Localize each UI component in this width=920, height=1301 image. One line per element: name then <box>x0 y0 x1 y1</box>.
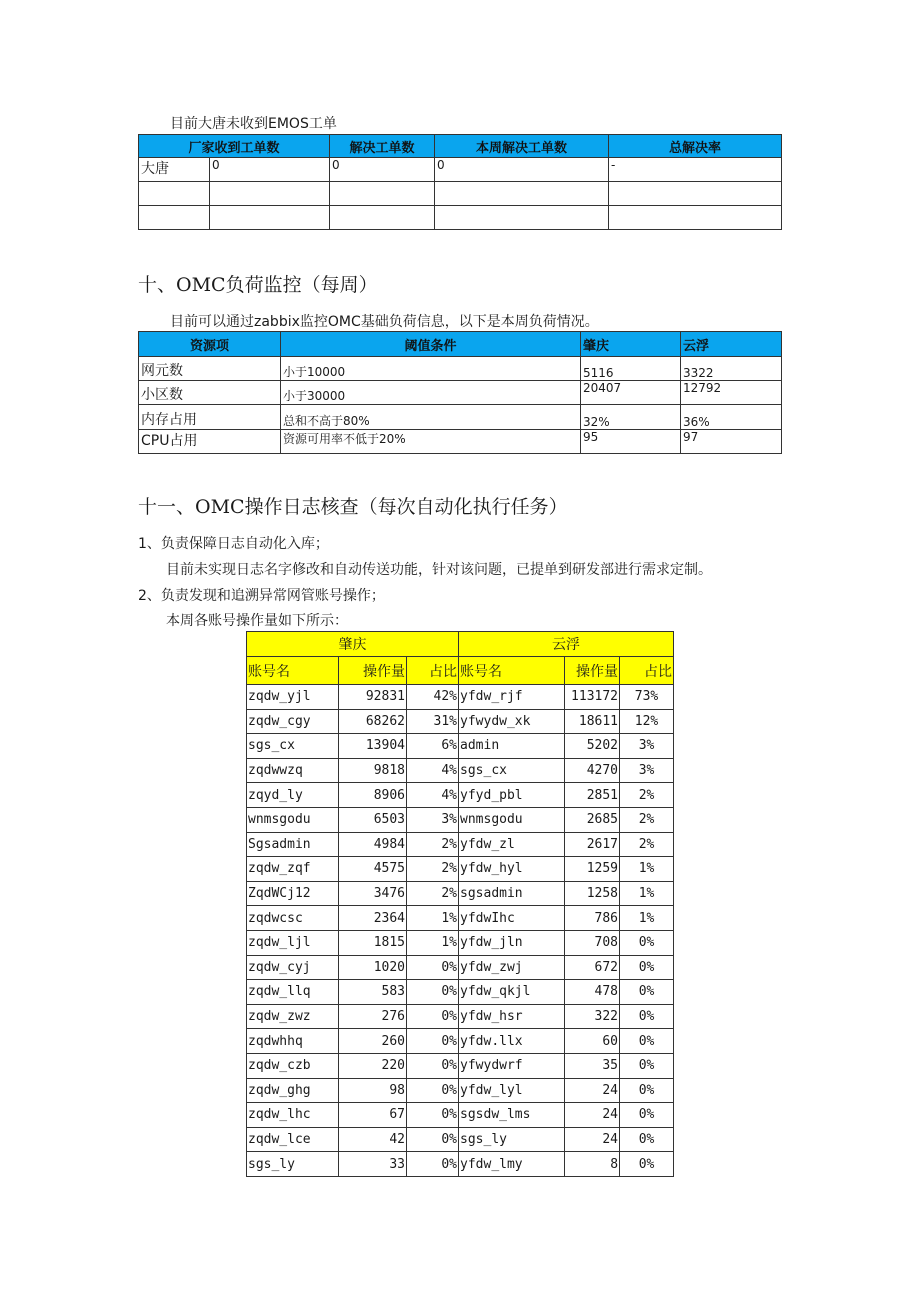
table-row <box>139 182 782 206</box>
section-11-title: 十一、OMC操作日志核查（每次自动化执行任务） <box>138 496 568 518</box>
table-row <box>247 734 674 759</box>
table-cell: 6% <box>407 734 459 759</box>
table-cell: 2685 <box>565 807 620 832</box>
table-cell: 0% <box>620 1078 674 1103</box>
table-cell <box>330 182 435 206</box>
table-cell: zqdw_llq <box>247 980 339 1005</box>
table-cell: 2% <box>620 783 674 808</box>
table-row <box>139 357 782 381</box>
table-cell: yfdw.llx <box>459 1029 565 1054</box>
table-row <box>247 1103 674 1128</box>
table-cell: 0% <box>407 955 459 980</box>
table-cell: 0% <box>620 930 674 955</box>
table-cell: yfdwIhc <box>459 906 565 931</box>
table-cell: Sgsadmin <box>247 832 339 857</box>
header-cell: 占比 <box>620 657 674 685</box>
table-cell: 35 <box>565 1053 620 1078</box>
table-cell: 1258 <box>565 881 620 906</box>
header-cell: 账号名 <box>247 657 339 685</box>
table-cell: 网元数 <box>139 357 281 381</box>
table-cell: 0% <box>407 980 459 1005</box>
table-cell: 24 <box>565 1103 620 1128</box>
table-cell: 3476 <box>339 881 407 906</box>
table-cell: 478 <box>565 980 620 1005</box>
table-cell: 220 <box>339 1053 407 1078</box>
table-cell: 0 <box>435 158 609 182</box>
table-cell: CPU占用 <box>139 430 281 454</box>
table-cell: 总和不高于80% <box>281 405 581 430</box>
table-cell: zqdw_lhc <box>247 1103 339 1128</box>
table-row <box>247 1004 674 1029</box>
table-cell: sgs_cx <box>459 758 565 783</box>
table-cell: 0% <box>620 1152 674 1177</box>
table-cell: 60 <box>565 1029 620 1054</box>
table-cell: 2617 <box>565 832 620 857</box>
table-cell: 1% <box>620 906 674 931</box>
table-cell: 0% <box>407 1152 459 1177</box>
table-cell: 小于10000 <box>281 357 581 381</box>
table-cell: yfyd_pbl <box>459 783 565 808</box>
table-cell: zqdwhhq <box>247 1029 339 1054</box>
table-cell: yfwydw_xk <box>459 709 565 734</box>
section-10-title: 十、OMC负荷监控（每周） <box>138 274 378 296</box>
table-cell: zqdwwzq <box>247 758 339 783</box>
table-cell: 资源可用率不低于20% <box>281 430 581 454</box>
table-cell: 0% <box>407 1004 459 1029</box>
header-cell: 本周解决工单数 <box>435 135 609 158</box>
table-cell: zqdw_yjl <box>247 685 339 710</box>
table-cell: 73% <box>620 685 674 710</box>
table-cell: zqdwcsc <box>247 906 339 931</box>
table-cell: 67 <box>339 1103 407 1128</box>
table-cell: 0% <box>620 1053 674 1078</box>
table-cell: 12792 <box>681 381 782 405</box>
table-cell <box>139 182 210 206</box>
table-cell: 内存占用 <box>139 405 281 430</box>
table-cell: 0 <box>330 158 435 182</box>
table-cell: 2% <box>407 832 459 857</box>
table-cell: yfdw_hyl <box>459 857 565 882</box>
table-row <box>247 857 674 882</box>
table-cell: 3% <box>620 758 674 783</box>
table-cell: 小区数 <box>139 381 281 405</box>
table-cell: sgs_ly <box>459 1127 565 1152</box>
item-2-detail: 本周各账号操作量如下所示： <box>166 613 348 629</box>
table-cell: 0% <box>620 980 674 1005</box>
table-cell: 0% <box>407 1078 459 1103</box>
table-cell: 92831 <box>339 685 407 710</box>
table-cell: 260 <box>339 1029 407 1054</box>
account-ops-body <box>247 685 674 1177</box>
table-cell: 2364 <box>339 906 407 931</box>
table-row <box>247 881 674 906</box>
table-cell: yfwydwrf <box>459 1053 565 1078</box>
column-header-row <box>247 657 674 685</box>
table-cell: 786 <box>565 906 620 931</box>
table-cell: zqdw_ghg <box>247 1078 339 1103</box>
table-row <box>247 807 674 832</box>
table-row <box>247 685 674 710</box>
header-cell: 云浮 <box>681 332 782 357</box>
table-cell: sgsadmin <box>459 881 565 906</box>
table-cell: yfdw_zl <box>459 832 565 857</box>
table-cell: wnmsgodu <box>459 807 565 832</box>
emos-note: 目前大唐未收到EMOS工单 <box>170 116 337 132</box>
table-cell: 672 <box>565 955 620 980</box>
table-cell: 0% <box>407 1053 459 1078</box>
table-cell: 276 <box>339 1004 407 1029</box>
table-row <box>247 709 674 734</box>
table-cell: 97 <box>681 430 782 454</box>
table-cell: zqyd_ly <box>247 783 339 808</box>
table-cell: yfdw_lmy <box>459 1152 565 1177</box>
table-cell: zqdw_czb <box>247 1053 339 1078</box>
item-1: 1、负责保障日志自动化入库； <box>138 536 329 552</box>
table-cell: 2% <box>620 832 674 857</box>
table-cell: 3% <box>407 807 459 832</box>
table-cell: 9818 <box>339 758 407 783</box>
table-header-row <box>139 332 782 357</box>
table-cell: 0% <box>620 1127 674 1152</box>
table-cell: zqdw_cyj <box>247 955 339 980</box>
table-cell: zqdw_zqf <box>247 857 339 882</box>
header-cell: 操作量 <box>339 657 407 685</box>
table-cell: yfdw_hsr <box>459 1004 565 1029</box>
table-header-row <box>139 135 782 158</box>
item-2: 2、负责发现和追溯异常网管账号操作； <box>138 588 385 604</box>
group-header-row <box>247 632 674 657</box>
table-row <box>247 1152 674 1177</box>
table-cell: 2% <box>620 807 674 832</box>
header-cell: 厂家收到工单数 <box>139 135 330 158</box>
item-1-detail: 目前未实现日志名字修改和自动传送功能，针对该问题，已提单到研发部进行需求定制。 <box>166 562 712 578</box>
table-cell: 42% <box>407 685 459 710</box>
table-cell: yfdw_qkjl <box>459 980 565 1005</box>
table-cell: 24 <box>565 1127 620 1152</box>
table-cell: 113172 <box>565 685 620 710</box>
table-cell: 0% <box>620 1103 674 1128</box>
table-cell: 8906 <box>339 783 407 808</box>
table-cell: yfdw_zwj <box>459 955 565 980</box>
table-cell: 1815 <box>339 930 407 955</box>
table-cell: 2% <box>407 857 459 882</box>
table-row <box>247 1127 674 1152</box>
table-cell: 1% <box>620 857 674 882</box>
table-cell: ZqdWCj12 <box>247 881 339 906</box>
table-cell: zqdw_lce <box>247 1127 339 1152</box>
table-cell: 2851 <box>565 783 620 808</box>
table-cell: 大唐 <box>139 158 210 182</box>
table-row <box>139 381 782 405</box>
table-cell: - <box>609 158 782 182</box>
table-row <box>139 158 782 182</box>
table-cell: 1% <box>407 930 459 955</box>
table-row <box>247 955 674 980</box>
account-ops-table <box>246 631 674 1177</box>
table-cell: yfdw_jln <box>459 930 565 955</box>
emos-ticket-table <box>138 134 782 230</box>
table-row <box>247 1053 674 1078</box>
table-cell: 4575 <box>339 857 407 882</box>
table-row <box>247 980 674 1005</box>
table-cell: 小于30000 <box>281 381 581 405</box>
table-cell: 0% <box>620 1004 674 1029</box>
table-cell: 8 <box>565 1152 620 1177</box>
table-cell: 6503 <box>339 807 407 832</box>
header-cell: 解决工单数 <box>330 135 435 158</box>
table-cell: zqdw_ljl <box>247 930 339 955</box>
table-cell: yfdw_rjf <box>459 685 565 710</box>
table-cell: 31% <box>407 709 459 734</box>
table-row <box>247 832 674 857</box>
group-header-yunfu: 云浮 <box>459 632 674 657</box>
table-cell: yfdw_lyl <box>459 1078 565 1103</box>
table-cell <box>210 182 330 206</box>
table-cell: admin <box>459 734 565 759</box>
table-cell: 33 <box>339 1152 407 1177</box>
table-cell: 3322 <box>681 357 782 381</box>
table-cell: 0% <box>620 1029 674 1054</box>
table-cell <box>435 182 609 206</box>
table-cell: zqdw_cgy <box>247 709 339 734</box>
table-row <box>247 758 674 783</box>
table-cell: 32% <box>581 405 681 430</box>
load-note: 目前可以通过zabbix监控OMC基础负荷信息，以下是本周负荷情况。 <box>170 314 599 330</box>
table-row <box>247 906 674 931</box>
table-cell: 13904 <box>339 734 407 759</box>
table-row <box>139 405 782 430</box>
table-cell: 1259 <box>565 857 620 882</box>
table-cell <box>609 182 782 206</box>
table-cell: 708 <box>565 930 620 955</box>
header-cell: 资源项 <box>139 332 281 357</box>
table-cell: 4% <box>407 758 459 783</box>
table-row <box>247 1078 674 1103</box>
table-row <box>139 430 782 454</box>
table-cell: 3% <box>620 734 674 759</box>
table-cell: 5202 <box>565 734 620 759</box>
table-row <box>139 206 782 230</box>
header-cell: 总解决率 <box>609 135 782 158</box>
table-cell: 1020 <box>339 955 407 980</box>
table-cell: 68262 <box>339 709 407 734</box>
table-cell: 322 <box>565 1004 620 1029</box>
table-cell: 95 <box>581 430 681 454</box>
table-cell: 42 <box>339 1127 407 1152</box>
table-cell: zqdw_zwz <box>247 1004 339 1029</box>
table-cell: 0% <box>620 955 674 980</box>
table-cell: 98 <box>339 1078 407 1103</box>
table-cell: 0% <box>407 1127 459 1152</box>
header-cell: 操作量 <box>565 657 620 685</box>
header-cell: 肇庆 <box>581 332 681 357</box>
table-cell: 4984 <box>339 832 407 857</box>
group-header-zhaoqing: 肇庆 <box>247 632 459 657</box>
table-row <box>247 1029 674 1054</box>
table-cell: 2% <box>407 881 459 906</box>
table-cell: 12% <box>620 709 674 734</box>
table-row <box>247 930 674 955</box>
table-cell <box>330 206 435 230</box>
omc-load-table <box>138 331 782 454</box>
header-cell: 占比 <box>407 657 459 685</box>
table-cell: sgs_ly <box>247 1152 339 1177</box>
table-cell <box>139 206 210 230</box>
table-cell: 4% <box>407 783 459 808</box>
table-cell: 583 <box>339 980 407 1005</box>
table-cell: wnmsgodu <box>247 807 339 832</box>
table-cell <box>609 206 782 230</box>
table-cell: 24 <box>565 1078 620 1103</box>
table-cell <box>435 206 609 230</box>
table-cell: 1% <box>620 881 674 906</box>
table-cell: 18611 <box>565 709 620 734</box>
header-cell: 账号名 <box>459 657 565 685</box>
table-cell: 4270 <box>565 758 620 783</box>
table-cell: 0 <box>210 158 330 182</box>
table-cell: 5116 <box>581 357 681 381</box>
table-cell: 36% <box>681 405 782 430</box>
table-cell: 20407 <box>581 381 681 405</box>
table-cell: 1% <box>407 906 459 931</box>
table-cell: 0% <box>407 1029 459 1054</box>
table-row <box>247 783 674 808</box>
table-cell: sgsdw_lms <box>459 1103 565 1128</box>
table-cell <box>210 206 330 230</box>
header-cell: 阈值条件 <box>281 332 581 357</box>
table-cell: sgs_cx <box>247 734 339 759</box>
table-cell: 0% <box>407 1103 459 1128</box>
